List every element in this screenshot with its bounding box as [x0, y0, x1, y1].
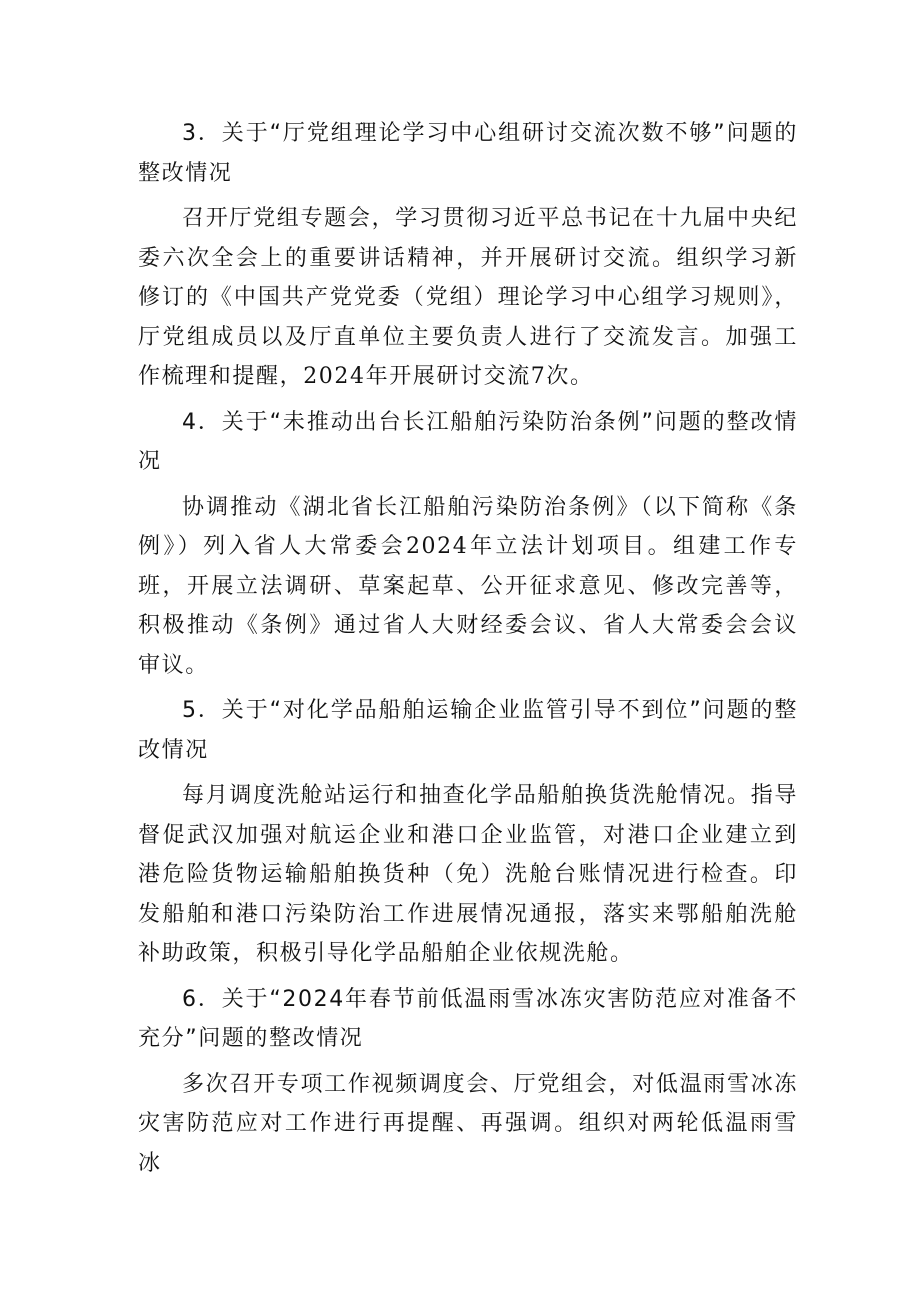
section-6-body: 多次召开专项工作视频调度会、厅党组会，对低温雨雪冰冻灾害防范应对工作进行再提醒、再强调。组织对两轮低温雨雪冰 — [138, 1071, 798, 1176]
section-4-heading: 4．关于“未推动出台长江船舶污染防治条例”问题的整改情况 — [138, 409, 798, 474]
section-3-body: 召开厅党组专题会，学习贯彻习近平总书记在十九届中央纪委六次全会上的重要讲话精神，并开展研讨交流。组织学习新修订的《中国共产党党委（党组）理论学习中心组学习规则》，厅党组成员以及厅直单位主要负责人进行了交流发言。加强工作梳理和提醒，2024年开展研讨交流7次。 — [138, 206, 798, 389]
section-3-heading: 3．关于“厅党组理论学习中心组研讨交流次数不够”问题的整改情况 — [138, 121, 798, 186]
section-5-heading: 5．关于“对化学品船舶运输企业监管引导不到位”问题的整改情况 — [138, 698, 798, 763]
document-page — [138, 114, 798, 1183]
section-6-heading: 6．关于“2024年春节前低温雨雪冰冻灾害防范应对准备不充分”问题的整改情况 — [138, 986, 798, 1051]
section-5-body: 每月调度洗舱站运行和抽查化学品船舶换货洗舱情况。指导督促武汉加强对航运企业和港口企业监管，对港口企业建立到港危险货物运输船舶换货种（免）洗舱台账情况进行检查。印发船舶和港口污染防治工作进展情况通报，落实来鄂船舶洗舱补助政策，积极引导化学品船舶企业依规洗舱。 — [138, 783, 798, 966]
section-4-body: 协调推动《湖北省长江船舶污染防治条例》（以下简称《条例》）列入省人大常委会2024年立法计划项目。组建工作专班，开展立法调研、草案起草、公开征求意见、修改完善等，积极推动《条例》通过省人大财经委会议、省人大常委会会议审议。 — [138, 494, 798, 678]
